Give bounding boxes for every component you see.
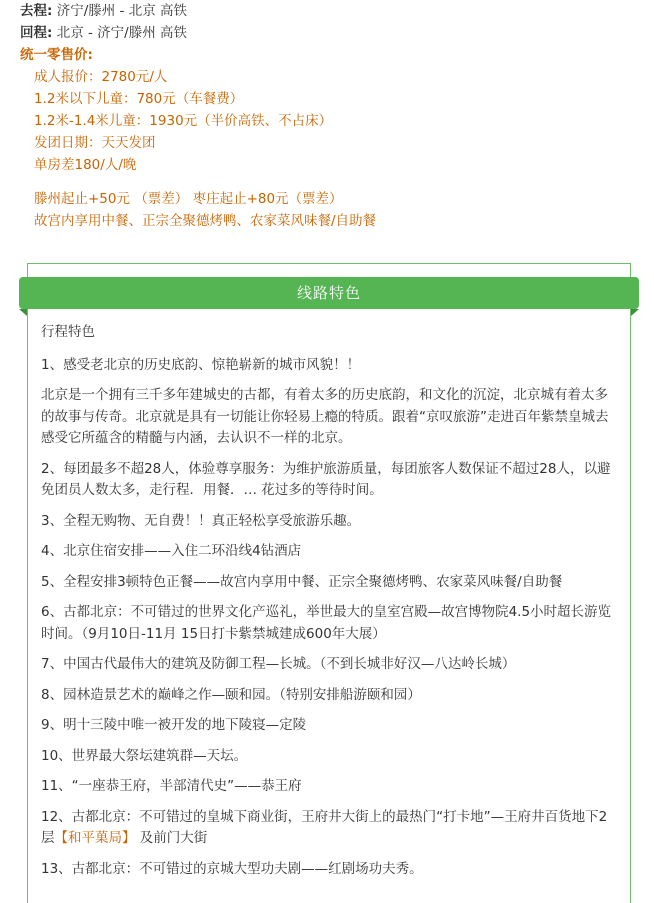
features-content bbox=[41, 322, 617, 889]
outbound-row bbox=[20, 0, 640, 22]
feature-item: 10、世界最大祭坛建筑群—天坛。 bbox=[41, 747, 248, 764]
feature-item-12 bbox=[41, 807, 617, 850]
outbound-value: 济宁/滕州 - 北京 高铁 bbox=[52, 3, 187, 19]
price-item: 1.2米以下儿童：780元（车餐费） bbox=[34, 91, 244, 107]
feature-item: 9、明十三陵中唯一被开发的地下陵寝—定陵 bbox=[41, 717, 307, 733]
feature-item: 11、“一座恭王府，半部清代史”——恭王府 bbox=[41, 778, 302, 794]
price-label: 统一零售价: bbox=[20, 47, 93, 63]
spacer bbox=[20, 176, 640, 188]
feature-item: 1、感受老北京的历史底韵、惊艳崭新的城市风貌！！ bbox=[41, 356, 361, 373]
feature-item-13: 13、古都北京：不可错过的京城大型功夫剧——红剧场功夫秀。 bbox=[41, 860, 423, 877]
feature-item: 5、全程安排3顿特色正餐——故宫内享用中餐、正宗全聚德烤鸭、农家菜风味餐/自助餐 bbox=[41, 573, 563, 590]
feature-item: 北京是一个拥有三千多年建城史的古都，有着太多的历史底韵，和文化的沉淀，北京城有着太多的故事与传奇。北京就是具有一切能让你轻易上瘾的特质。跟着“京叹旅游”走进百年紫禁皇城去感受它所蕴含的精髓与内涵，去认识不一样的北京。 bbox=[41, 387, 609, 446]
outbound-label: 去程: bbox=[20, 3, 53, 19]
note-item: 滕州起止+50元 （票差） 枣庄起止+80元（票差） bbox=[34, 191, 343, 207]
return-label: 回程: bbox=[20, 25, 53, 41]
price-item: 单房差180/人/晚 bbox=[34, 157, 137, 173]
feature-item: 7、中国古代最伟大的建筑及防御工程—长城。（不到长城非好汉—八达岭长城） bbox=[41, 656, 516, 672]
price-item: 成人报价：2780元/人 bbox=[34, 69, 168, 85]
note-item: 故宫内享用中餐、正宗全聚德烤鸭、农家菜风味餐/自助餐 bbox=[34, 213, 377, 229]
feature-item: 4、北京住宿安排——入住二环沿线4钻酒店 bbox=[41, 543, 302, 559]
feature-item: 8、园林造景艺术的巅峰之作—颐和园。（特别安排船游颐和园） bbox=[41, 686, 421, 703]
section-title-ribbon: 线路特色 bbox=[19, 277, 639, 309]
feature-12-highlight: 【和平菓局】 bbox=[54, 830, 136, 846]
price-item: 1.2米-1.4米儿童：1930元（半价高铁、不占床） bbox=[34, 113, 333, 129]
feature-item: 2、每团最多不超28人，体验尊享服务：为维护旅游质量，每团旅客人数保证不超过28人，以避免团员人数太多，走行程．用餐．… 花过多的等待时间。 bbox=[41, 460, 611, 498]
price-item: 发团日期：天天发团 bbox=[34, 135, 156, 151]
tour-header bbox=[20, 0, 640, 232]
return-row bbox=[20, 22, 640, 44]
feature-item: 3、全程无购物、无自费！！真正轻松享受旅游乐趣。 bbox=[41, 512, 361, 529]
features-intro: 行程特色 bbox=[41, 324, 95, 340]
return-value: 北京 - 济宁/滕州 高铁 bbox=[52, 25, 187, 41]
feature-12-suffix: 及前门大街 bbox=[135, 830, 208, 846]
feature-item: 6、古都北京：不可错过的世界文化产巡礼，举世最大的皇室宫殿—故宫博物院4.5小时超长游览时间。（9月10日-11月 15日打卡紫禁城建成600年大展） bbox=[41, 604, 612, 642]
feature-12-text: 12、古都北京：不可错过的皇城下商业街，王府井大街上的最热门“打卡地”—王府井百货地下2层 bbox=[41, 808, 608, 846]
